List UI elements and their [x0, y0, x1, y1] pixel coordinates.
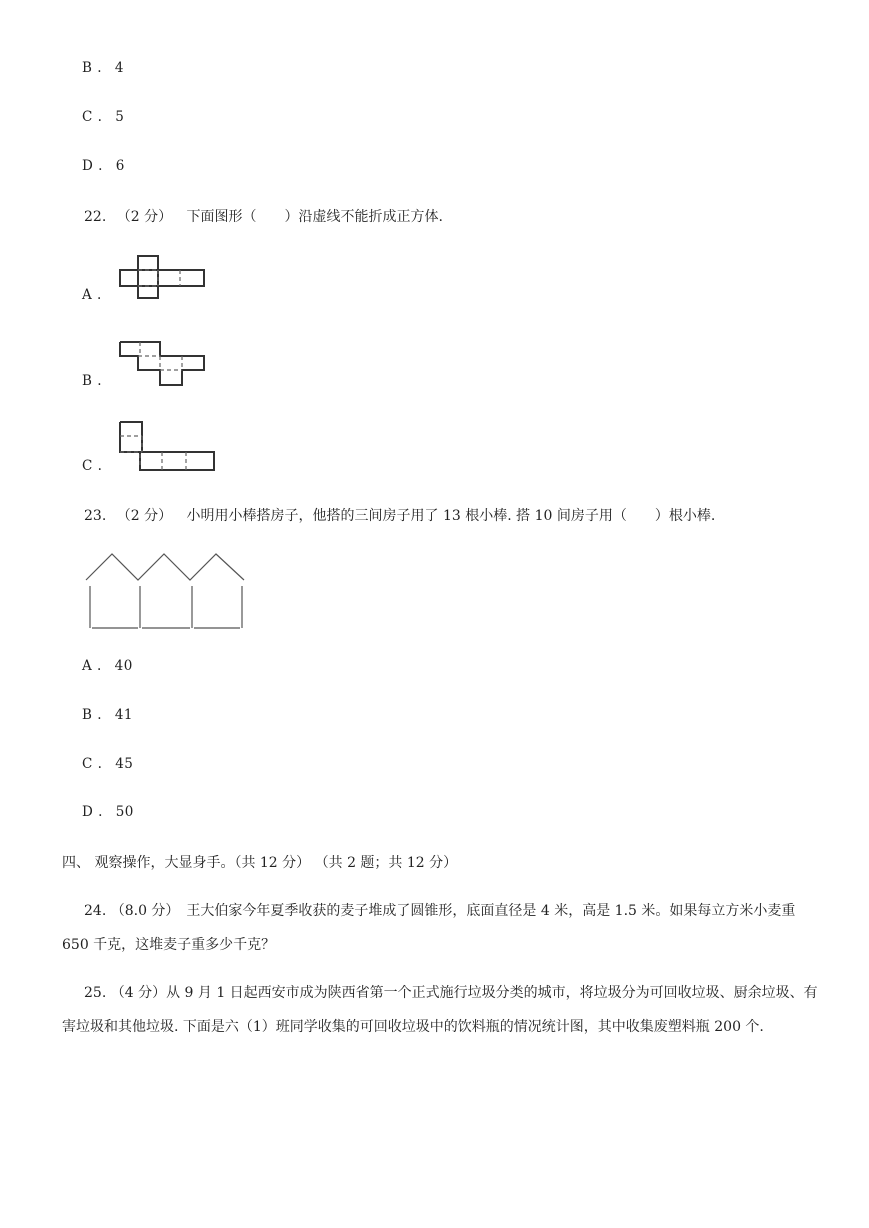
option-letter: D .: [82, 158, 103, 174]
q22-option-b[interactable]: [82, 373, 102, 389]
q23-option-d[interactable]: [82, 804, 134, 820]
q23-option-c[interactable]: [82, 756, 133, 772]
question-stem: 小明用小棒搭房子，他搭的三间房子用了 13 根小棒. 搭 10 间房子用（ ）根小棒.: [186, 508, 716, 524]
cube-net-b-figure: [118, 340, 208, 388]
q23-option-a[interactable]: [82, 658, 133, 674]
question-score: （2 分）: [116, 508, 173, 524]
question-25: 25. （4 分）从 9 月 1 日起西安市成为陕西省第一个正式施行垃圾分类的城市，将垃圾分为可回收垃圾、厨余垃圾、有害垃圾和其他垃圾. 下面是六（1）班同学收集的可回收垃圾中的饮料瓶的情况统计图，其中收集废塑料瓶 200 个.: [62, 985, 818, 1035]
option-letter: C .: [82, 756, 103, 772]
q21-option-d[interactable]: [82, 158, 125, 174]
question-number: 23.: [84, 508, 107, 524]
question-stem: 下面图形（ ）沿虚线不能折成正方体.: [186, 209, 443, 225]
q23-option-b[interactable]: [82, 707, 133, 723]
option-text: 45: [115, 756, 134, 772]
option-text: 41: [114, 707, 133, 723]
question-24: 24. （8.0 分） 王大伯家今年夏季收获的麦子堆成了圆锥形，底面直径是 4 米，高是 1.5 米。如果每立方米小麦重 650 千克，这堆麦子重多少千克？: [62, 903, 796, 953]
option-letter: C .: [82, 458, 103, 474]
option-letter: B .: [82, 707, 103, 723]
question-23: [84, 505, 715, 525]
option-text: 4: [114, 60, 124, 76]
option-letter: A .: [82, 287, 102, 303]
cube-net-c-figure: [118, 420, 218, 474]
option-text: 40: [114, 658, 133, 674]
q21-option-c[interactable]: [82, 109, 124, 125]
question-22: [84, 206, 443, 226]
option-letter: B .: [82, 373, 103, 389]
q22-option-a[interactable]: [82, 287, 102, 303]
option-letter: D .: [82, 804, 103, 820]
section-heading: 四、 观察操作，大显身手。（共 12 分） （共 2 题；共 12 分）: [62, 855, 458, 871]
cube-net-a-figure: [118, 254, 208, 304]
option-letter: A .: [82, 658, 102, 674]
q22-option-c[interactable]: [82, 458, 102, 474]
question-number: 22.: [84, 209, 107, 225]
option-letter: C .: [82, 109, 103, 125]
stick-houses-figure: [84, 552, 250, 632]
q21-option-b[interactable]: [82, 60, 124, 76]
option-text: 6: [115, 158, 125, 174]
question-score: （2 分）: [116, 209, 173, 225]
option-letter: B .: [82, 60, 103, 76]
option-text: 50: [115, 804, 134, 820]
option-text: 5: [115, 109, 125, 125]
